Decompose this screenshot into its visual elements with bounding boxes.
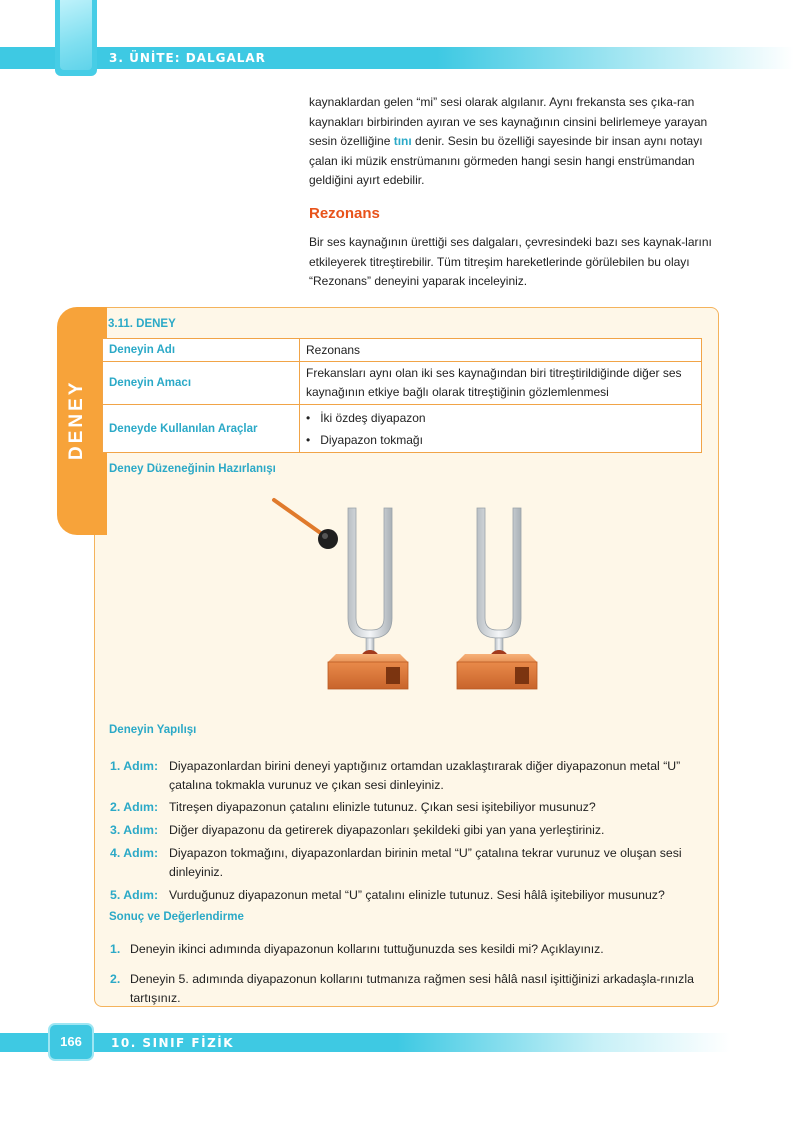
list-item <box>110 757 710 794</box>
intro-paragraph-2: Bir ses kaynağının ürettiği ses dalgaları, çevresindeki bazı ses kaynak-larını etkileyerek titreştirebilir. Tüm titreşim hareketlerinde görülebilen bu olayı “Rezonans” deneyini yaparak inceleyiniz. <box>309 235 712 289</box>
experiment-side-label: DENEY <box>66 379 87 460</box>
list-item <box>110 821 710 840</box>
step-text: Diğer diyapazonu da getirerek diyapazonları şekildeki gibi yan yana yerleştiriniz. <box>169 823 605 837</box>
experiment-name-key: Deneyin Adı <box>103 339 300 362</box>
intro-p1-before: kaynaklardan gelen “mi” sesi olarak algılanır. Aynı frekansta ses çıka-ran kaynakları birbirinden ayıran ve ses kaynağının cinsini belirlemeye yarayan sesin özelliğine <box>309 95 708 149</box>
experiment-aim-key: Deneyin Amacı <box>103 362 300 405</box>
question-text: Deneyin 5. adımında diyapazonun kollarını tutmanıza rağmen sesi hâlâ nasıl işittiğinizi arkadaşla-rınızla tartışınız. <box>130 972 694 1005</box>
question-number: 1. <box>110 942 121 956</box>
tool-item: Diyapazon tokmağı <box>320 432 423 447</box>
list-item <box>110 970 710 1007</box>
step-label: 2. Adım: <box>110 800 159 814</box>
step-label: 1. Adım: <box>110 759 159 773</box>
bullet-icon: • <box>306 410 311 425</box>
mallet-icon <box>274 500 338 549</box>
step-text: Diyapazon tokmağını, diyapazonlardan birinin metal “U” çatalına tekrar vurunuz ve oluşan sesi dinleyiniz. <box>169 846 682 879</box>
book-title: 10. SINIF FİZİK <box>111 1036 235 1050</box>
experiment-tools-value <box>300 405 702 453</box>
list-item <box>110 940 710 959</box>
question-text: Deneyin ikinci adımında diyapazonun kollarını tuttuğunuzda ses kesildi mi? Açıklayınız. <box>130 942 604 956</box>
tuning-fork-left-icon <box>328 508 408 689</box>
experiment-name-value: Rezonans <box>300 339 702 362</box>
list-item <box>110 886 710 905</box>
results-title: Sonuç ve Değerlendirme <box>109 911 244 923</box>
step-text: Vurduğunuz diyapazonun metal “U” çatalını elinizle tutunuz. Sesi hâlâ işitebiliyor musunuz? <box>169 888 665 902</box>
list-item <box>306 429 695 451</box>
experiment-number: 3.11. DENEY <box>108 318 176 330</box>
tuning-fork-setup-illustration <box>260 490 560 700</box>
tuning-fork-right-icon <box>457 508 537 689</box>
list-item <box>110 844 710 881</box>
bullet-icon: • <box>306 432 311 447</box>
step-label: 5. Adım: <box>110 888 159 902</box>
procedure-title: Deneyin Yapılışı <box>109 724 197 736</box>
setup-title: Deney Düzeneğinin Hazırlanışı <box>109 463 276 475</box>
table-row <box>103 405 702 453</box>
question-number: 2. <box>110 972 121 986</box>
list-item <box>110 798 710 817</box>
step-text: Diyapazonlardan birini deneyi yaptığınız ortamdan uzaklaştırarak diğer diyapazonun metal “U” çatalına tokmakla vurunuz ve çıkan sesi dinleyiniz. <box>169 759 681 792</box>
experiment-tools-key: Deneyde Kullanılan Araçlar <box>103 405 300 453</box>
step-label: 4. Adım: <box>110 846 159 860</box>
intro-paragraph-1 <box>309 93 719 191</box>
intro-p1-after: denir. Sesin bu özelliği sayesinde bir insan aynı notayı çalan iki müzik enstrümanını görmeden hangi sesin hangi enstrümandan geldiğini ayırt edebilir. <box>309 134 703 188</box>
tool-item: İki özdeş diyapazon <box>320 410 426 425</box>
experiment-aim-value: Frekansları aynı olan iki ses kaynağından biri titreştirildiğinde diğer ses kaynağının etkiye bağlı olarak titreştiğinin gözlemlenmesi <box>300 362 702 405</box>
section-title: Rezonans <box>309 205 380 222</box>
page-number: 166 <box>60 1034 82 1049</box>
unit-title: 3. ÜNİTE: DALGALAR <box>109 51 266 65</box>
list-item <box>306 407 695 429</box>
keyword-timbre: tını <box>393 134 412 149</box>
table-row <box>103 339 702 362</box>
step-label: 3. Adım: <box>110 823 159 837</box>
header-tab-decoration <box>60 0 92 70</box>
step-text: Titreşen diyapazonun çatalını elinizle tutunuz. Çıkan sesi işitebiliyor musunuz? <box>169 800 596 814</box>
experiment-info-table <box>102 338 702 453</box>
table-row <box>103 362 702 405</box>
